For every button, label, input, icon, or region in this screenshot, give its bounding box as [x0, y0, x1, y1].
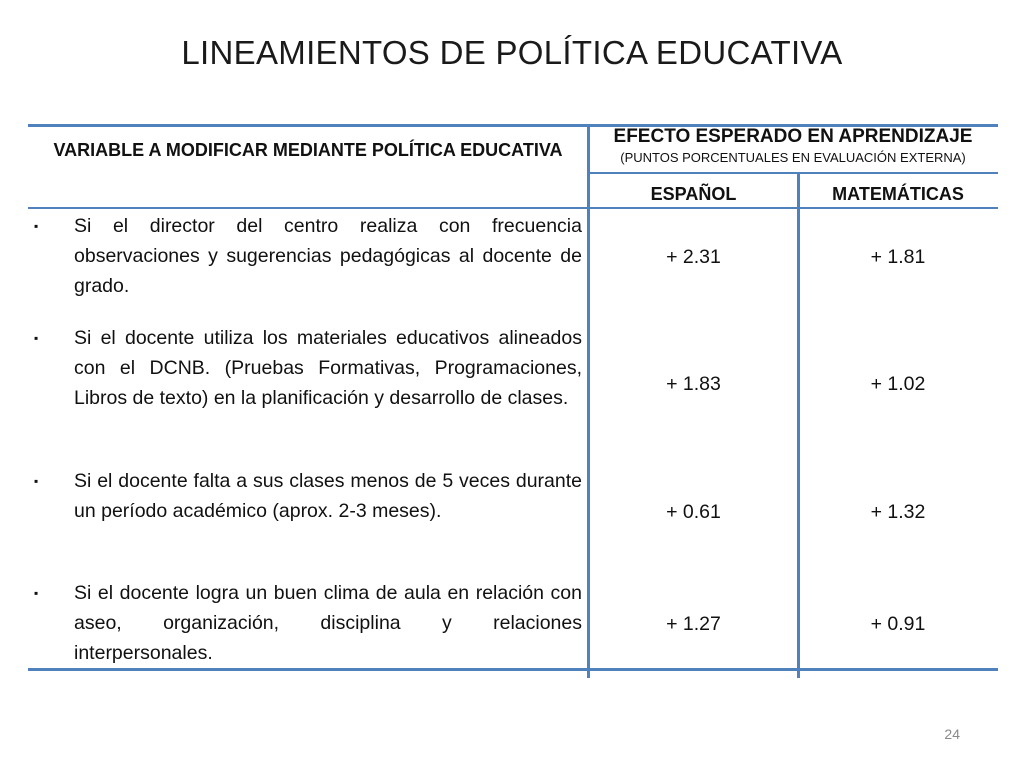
bullet-icon: ▪	[34, 331, 39, 345]
header-effect	[590, 124, 996, 165]
table-row	[34, 578, 582, 668]
header-math: MATEMÁTICAS	[832, 184, 964, 204]
header-effect-title: EFECTO ESPERADO EN APRENDIZAJE	[613, 126, 973, 147]
bullet-icon: ▪	[34, 474, 39, 488]
row-variable-text: Si el docente utiliza los materiales educativos alineados con el DCNB. (Pruebas Formativas, Programaciones, Libros de texto) en la planificación y desarrollo de clases.	[74, 327, 582, 409]
header-effect-subtitle: (PUNTOS PORCENTUALES EN EVALUACIÓN EXTERNA)	[620, 150, 966, 165]
row-spanish-value: + 0.61	[666, 501, 721, 523]
row-spanish-value: + 1.27	[666, 613, 721, 635]
row-variable-text: Si el docente falta a sus clases menos de 5 veces durante un período académico (aprox. 2-3 meses).	[74, 470, 582, 522]
row-variable-text: Si el director del centro realiza con frecuencia observaciones y sugerencias pedagógicas al docente de grado.	[74, 215, 582, 297]
table-row	[34, 323, 582, 413]
table-row	[34, 211, 582, 301]
row-math-value: + 1.81	[870, 246, 926, 268]
table-bottom-rule	[28, 668, 998, 671]
row-spanish-value: + 1.83	[666, 373, 721, 395]
page-number: 24	[944, 726, 960, 742]
row-variable-text: Si el docente logra un buen clima de aula en relación con aseo, organización, disciplina y relaciones interpersonales.	[74, 582, 582, 664]
row-spanish-value: + 2.31	[666, 246, 721, 268]
row-math-value: + 1.32	[870, 501, 926, 523]
slide-title: LINEAMIENTOS DE POLÍTICA EDUCATIVA	[181, 34, 843, 71]
row-math-value: + 0.91	[870, 613, 926, 635]
row-math-value: + 1.02	[870, 373, 926, 395]
header-spanish: ESPAÑOL	[650, 184, 737, 204]
bullet-icon: ▪	[34, 586, 39, 600]
bullet-icon: ▪	[34, 219, 39, 233]
header-variable: VARIABLE A MODIFICAR MEDIANTE POLÍTICA EDUCATIVA	[53, 140, 563, 160]
header-subrule	[590, 172, 998, 174]
table-row	[34, 466, 582, 526]
